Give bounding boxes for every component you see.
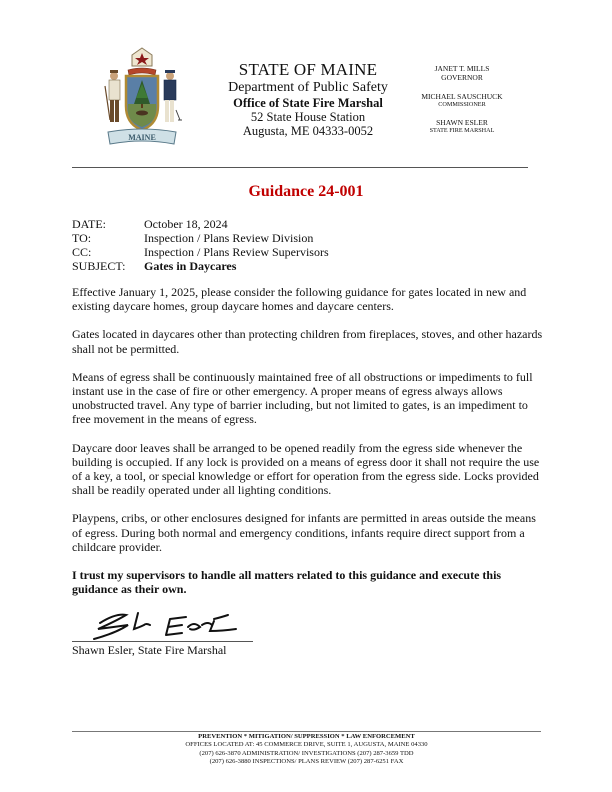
state-name: STATE OF MAINE	[238, 60, 378, 79]
memo-header	[72, 217, 329, 273]
official-role: STATE FIRE MARSHAL	[429, 127, 495, 135]
memo-row-subject	[72, 259, 329, 273]
paragraph: Playpens, cribs, or other enclosures designed for infants are permitted in areas outside the means of egress. During both normal and emergency conditions, infants require direct support from a childcare provider.	[72, 511, 536, 554]
header-divider	[72, 167, 528, 168]
official-name: JANET T. MILLS	[434, 64, 490, 73]
footer	[72, 733, 541, 767]
memo-row-to	[72, 231, 329, 245]
official-role: GOVERNOR	[441, 73, 483, 83]
department-name: Department of Public Safety	[228, 79, 388, 95]
memo-value: Inspection / Plans Review Supervisors	[144, 245, 329, 259]
memo-label: DATE:	[72, 217, 106, 231]
memo-label: CC:	[72, 245, 92, 259]
memo-row-cc	[72, 245, 329, 259]
signature-line	[72, 641, 253, 642]
memo-value: Inspection / Plans Review Division	[144, 231, 314, 245]
memo-row-date	[72, 217, 329, 231]
paragraph: Gates located in daycares other than protecting children from fireplaces, stoves, and other hazards shall not be permitted.	[72, 327, 543, 356]
official-commissioner	[408, 92, 516, 109]
officials-list	[408, 64, 516, 144]
footer-phone-inspections: (207) 626-3880 INSPECTIONS/ PLANS REVIEW (207) 287-6251 FAX	[209, 758, 404, 766]
official-governor	[408, 64, 516, 83]
footer-mission: PREVENTION * MITIGATION/ SUPPRESSION * LAW ENFORCEMENT	[198, 733, 415, 740]
footer-office-address: OFFICES LOCATED AT: 45 COMMERCE DRIVE, SUITE 1, AUGUSTA, MAINE 04330	[185, 741, 428, 749]
memo-label: TO:	[72, 231, 92, 245]
official-fire-marshal	[408, 118, 516, 135]
office-name: Office of State Fire Marshal	[233, 95, 383, 110]
document-body	[72, 285, 548, 610]
official-role: COMMISSIONER	[438, 101, 486, 109]
paragraph: Effective January 1, 2025, please consider the following guidance for gates located in new and existing daycare homes, group daycare homes and daycare centers.	[72, 285, 527, 314]
memo-label: SUBJECT:	[72, 259, 126, 273]
closing-statement: I trust my supervisors to handle all matters related to this guidance and execute this guidance as their own.	[72, 568, 502, 597]
state-seal-logo	[100, 46, 184, 152]
footer-phone-admin: (207) 626-3870 ADMINISTRATION/ INVESTIGATIONS (207) 287-3659 TDD	[199, 749, 414, 757]
document-title: Guidance 24-001	[248, 183, 364, 200]
official-name: SHAWN ESLER	[436, 117, 488, 127]
paragraph: Daycare door leaves shall be arranged to be opened readily from the egress side whenever the building is occupied. If any lock is provided on a means of egress door it shall not require the use of a key, a tool, or special knowledge or effort for operation from the egress side. Locks provided shall be readily operated under all lighting conditions.	[72, 440, 540, 498]
memo-value: Gates in Daycares	[144, 259, 237, 273]
footer-divider	[72, 731, 541, 732]
organization-block	[200, 60, 416, 139]
signatory-name: Shawn Esler, State Fire Marshal	[72, 643, 227, 657]
paragraph: Means of egress shall be continuously maintained free of all obstructions or impediments to full instant use in the case of fire or other emergency. A proper means of egress always allows unobstructed travel. Any type of barrier including, but not limited to gates, is an impediment to free movement in the means of egress.	[72, 369, 533, 427]
handwritten-signature	[86, 605, 246, 645]
official-name: MICHAEL SAUSCHUCK	[421, 91, 503, 101]
memo-value: October 18, 2024	[144, 217, 228, 231]
seal-maine-text: MAINE	[128, 133, 156, 142]
address-line-2: Augusta, ME 04333-0052	[242, 124, 374, 139]
address-line-1: 52 State House Station	[250, 110, 366, 125]
